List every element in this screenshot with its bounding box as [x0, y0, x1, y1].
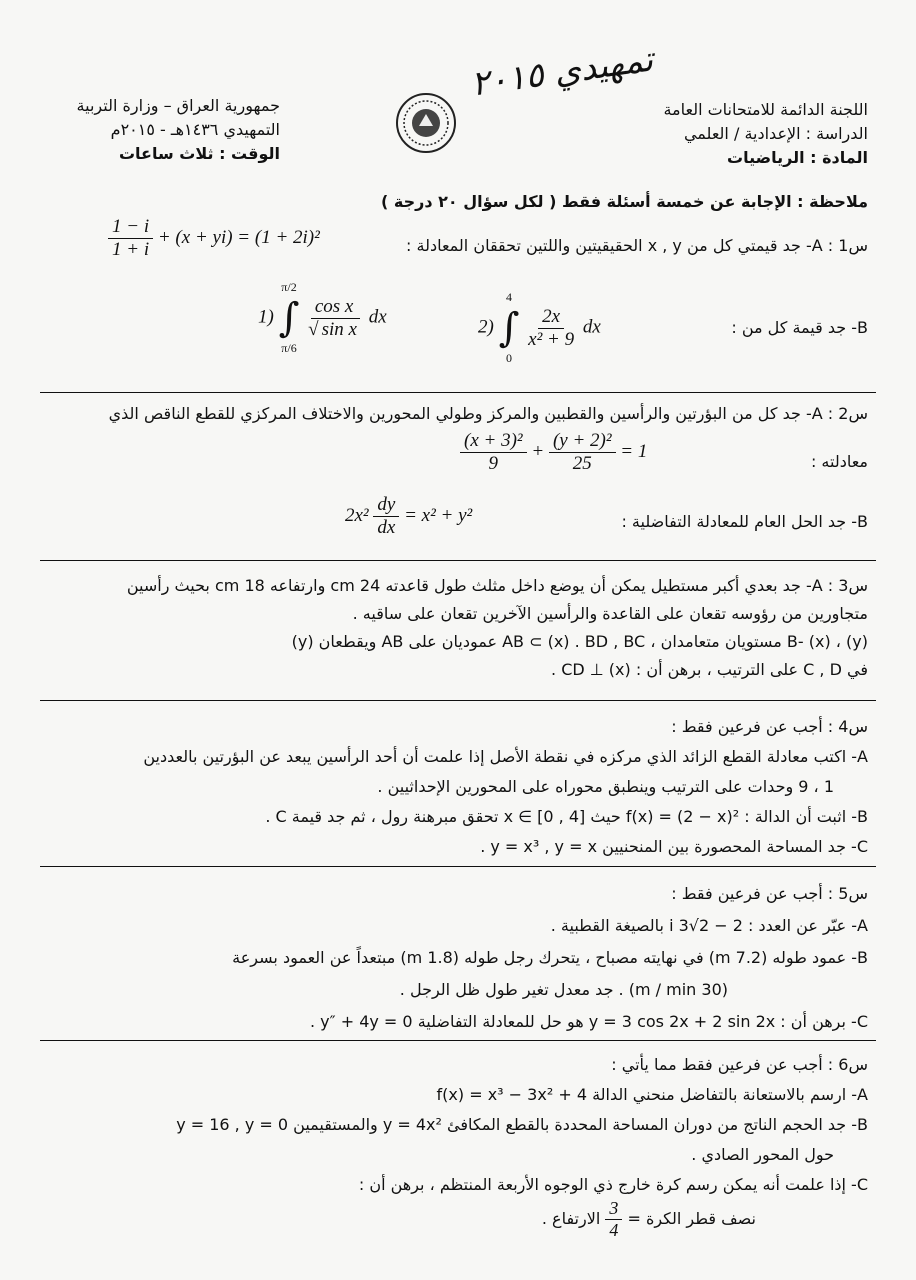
q4-c: C- جد المساحة المحصورة بين المنحنيين y = x³ , y = x .: [480, 837, 868, 856]
q1-b1-num: cos x: [311, 296, 358, 319]
exam-round: التمهيدي ١٤٣٦هـ - ٢٠١٥م: [110, 120, 280, 139]
q1-equation: [108, 216, 320, 261]
q1-b1-prefix: 1): [258, 306, 274, 328]
divider: [40, 392, 876, 393]
q2-eq-end: = 1: [620, 440, 648, 462]
exam-time: الوقت : ثلاث ساعات: [118, 144, 280, 163]
q1-eq-den: 1 + i: [112, 239, 150, 260]
q1-eq-num: 1 − i: [108, 216, 153, 239]
q2-a-label: س2 : A- جد كل من البؤرتين والرأسين والقطبين والمركز وطولي المحورين والاختلاف المركزي للقطع الناقص الذي: [108, 404, 868, 423]
q1-b1-dx: dx: [368, 306, 387, 328]
q5-c: C- برهن أن : y = 3 cos 2x + 2 sin 2x هو حل للمعادلة التفاضلية y″ + 4y = 0 .: [310, 1012, 868, 1031]
handwritten-note: تمهيدي ٢٠١٥: [468, 39, 656, 105]
q5-b1: B- عمود طوله (7.2 m) في نهايته مصباح ، يتحرك رجل طوله (1.8 m) مبتعداً عن العمود بسرعة: [232, 948, 868, 967]
exam-note: ملاحظة : الإجابة عن خمسة أسئلة فقط ( لكل سؤال ٢٠ درجة ): [381, 192, 868, 211]
q1-b2-upper: 4: [506, 290, 512, 304]
q2-f2-den: 25: [572, 453, 592, 474]
q1-b1-integral: 1) π/2 ∫ π/6 $\frac{\text{cos x}}{\text{√ sin x}}$ dx: [258, 280, 387, 355]
q4-a1: A- اكتب معادلة القطع الزائد الذي مركزه في نقطة الأصل إذا علمت أن أحد الرأسين يبعد عن البؤرتين بالعددين: [143, 747, 868, 766]
q6-b2: حول المحور الصادي .: [691, 1145, 834, 1164]
ministry-seal-icon: [395, 92, 457, 154]
q2-diff-equation: [345, 494, 472, 539]
q2-ellipse-equation: $\frac{\text{(x + 3)²}}{9}$ + $\frac{\text{(y + 2)²}}{25}$ = 1: [460, 430, 647, 475]
q3-line3: B- (x) ، (y) مستويان متعامدان ، AB ⊂ (x) . BD , BC عموديان على AB ويقطعان (y): [291, 632, 868, 651]
integral-sign: ∫: [498, 305, 520, 351]
integral-sign: ∫: [278, 295, 300, 341]
q2-b-label: B- جد الحل العام للمعادلة التفاضلية :: [621, 512, 868, 531]
q4-block: [38, 712, 868, 862]
q5-block: [38, 878, 868, 1038]
q2-f1-num: (x + 3)²: [460, 430, 527, 453]
q2-b-rhs: = x² + y²: [404, 504, 473, 526]
q1-b1-upper: π/2: [281, 280, 297, 294]
study-branch: الدراسة : الإعدادية / العلمي: [683, 124, 868, 143]
divider: [40, 1040, 876, 1041]
header-left: [40, 94, 280, 166]
q3-line1: س3 : A- جد بعدي أكبر مستطيل يمكن أن يوضع داخل مثلث طول قاعدته 24 cm وارتفاعه 18 cm بحيث رأسين: [126, 576, 868, 595]
q1-b-label: B- جد قيمة كل من :: [731, 318, 868, 337]
q3-line4: في C , D على الترتيب ، برهن أن : CD ⊥ (x) .: [551, 660, 868, 679]
q6-c2-post: الارتفاع .: [541, 1209, 601, 1228]
divider: [40, 700, 876, 701]
q2-b-lhs: 2x²: [345, 504, 369, 526]
q6-a: A- ارسم بالاستعانة بالتفاضل منحني الدالة f(x) = x³ − 3x² + 4: [436, 1085, 868, 1104]
q1-b1-lower: π/6: [281, 341, 297, 355]
q4-head: س4 : أجب عن فرعين فقط :: [671, 717, 868, 736]
q4-a2: 1 ، 9 وحدات على الترتيب وينطبق محوراه على المحورين الإحداثيين .: [377, 777, 834, 796]
q6-b1: B- جد الحجم الناتج من دوران المساحة المحددة بالقطع المكافئ y = 4x² والمستقيمين y = 16 , y = 0: [176, 1115, 868, 1134]
q5-head: س5 : أجب عن فرعين فقط :: [671, 884, 868, 903]
q1-b2-num: 2x: [538, 306, 564, 329]
q6-c2-pre: نصف قطر الكرة =: [627, 1209, 756, 1228]
q2-eq-label: معادلته :: [810, 452, 868, 471]
q5-a: A- عبّر عن العدد : 2 − 2√3 i بالصيغة القطبية .: [550, 916, 868, 935]
q1-b2-prefix: 2): [478, 316, 494, 338]
divider: [40, 560, 876, 561]
q6-c2-den: 4: [609, 1220, 619, 1240]
q2-b-dy: dy: [373, 494, 399, 517]
q1-b2-integral: [478, 290, 601, 366]
q5-b2: (30 m / min) . جد معدل تغير طول ظل الرجل .: [399, 980, 728, 999]
subject: المادة : الرياضيات: [727, 148, 868, 167]
q1-b1-den: sin x: [319, 318, 360, 340]
q6-c1: C- إذا علمت أنه يمكن رسم كرة خارج ذي الوجوه الأربعة المنتظم ، برهن أن :: [358, 1175, 868, 1194]
q2-f2-num: (y + 2)²: [549, 430, 616, 453]
q6-c2-num: 3: [605, 1198, 622, 1220]
header-right: [568, 98, 868, 170]
q1-a-label: س1 : A- جد قيمتي كل من x , y الحقيقيتين واللتين تحققان المعادلة :: [406, 236, 868, 255]
q6-block: [38, 1050, 868, 1200]
q6-head: س6 : أجب عن فرعين فقط مما يأتي :: [611, 1055, 868, 1074]
q3-block: [38, 572, 868, 684]
q1-eq-rest: + (x + yi) = (1 + 2i)²: [157, 226, 320, 248]
q1-b2-lower: 0: [506, 351, 512, 365]
divider: [40, 866, 876, 867]
committee-name: اللجنة الدائمة للامتحانات العامة: [663, 100, 868, 119]
q2-b-dx: dx: [377, 517, 396, 538]
q2-f1-den: 9: [488, 453, 499, 474]
q1-b2-dx: dx: [582, 316, 601, 338]
q6-c2: [356, 1198, 756, 1241]
q1-b2-den: x² + 9: [528, 328, 575, 350]
q4-b: B- اثبت أن الدالة : f(x) = (2 − x)² حيث x ∈ [0 , 4] تحقق مبرهنة رول ، ثم جد قيمة C .: [265, 807, 868, 826]
republic-ministry: جمهورية العراق – وزارة التربية: [76, 96, 280, 115]
q3-line2: متجاورين من رؤوسه تقعان على القاعدة والرأسين الآخرين تقعان على ساقيه .: [352, 604, 868, 623]
